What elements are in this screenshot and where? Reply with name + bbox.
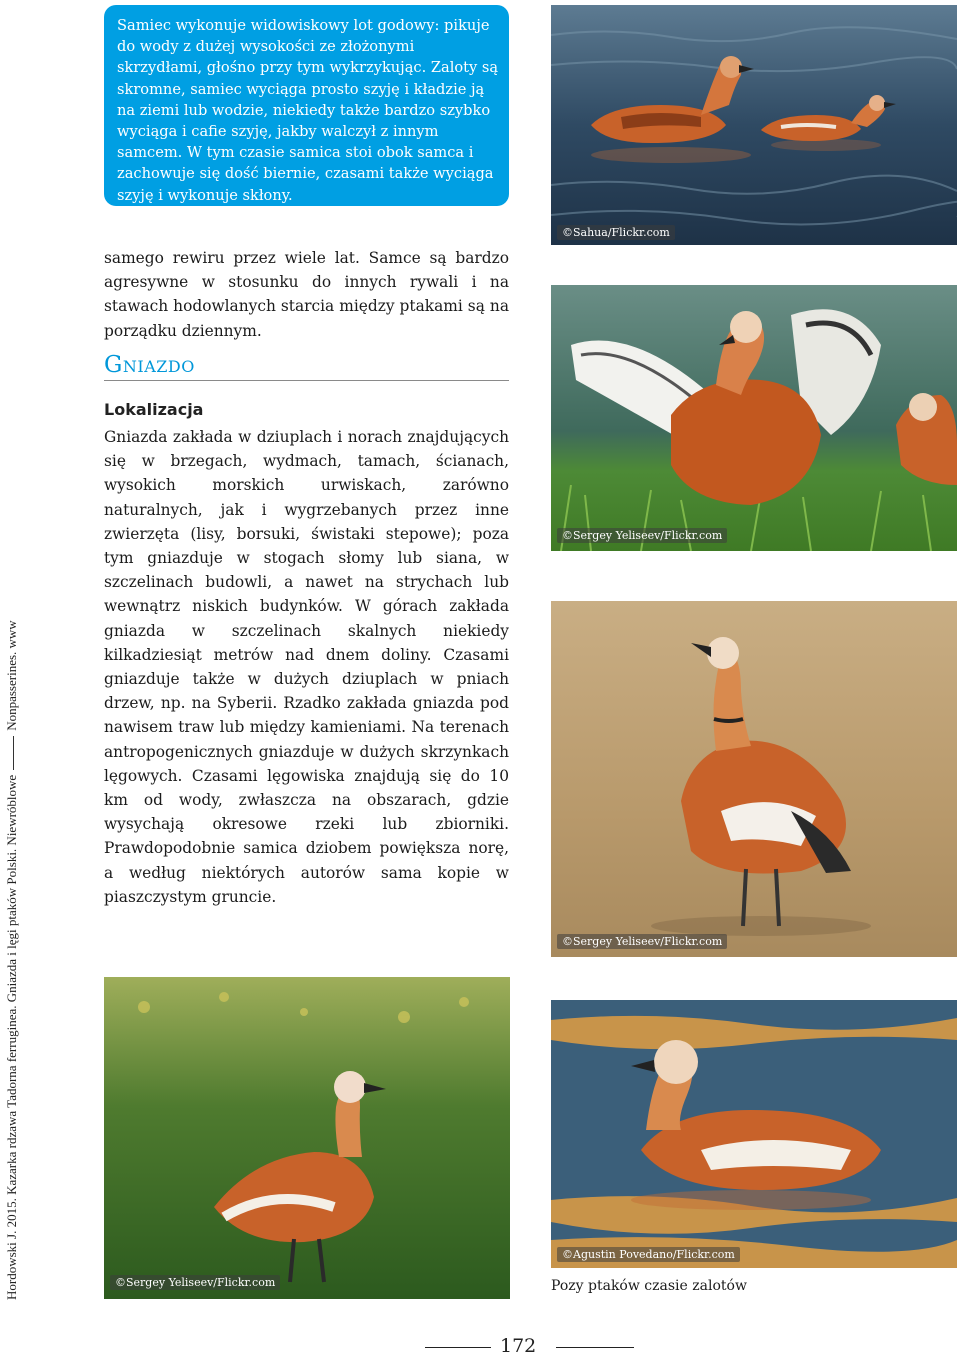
photo-credit-1: ©Sahua/Flickr.com — [557, 225, 675, 240]
page-number-rule-left — [425, 1347, 491, 1348]
photo-credit-3: ©Sergey Yeliseev/Flickr.com — [557, 934, 727, 949]
subheading-location: Lokalizacja — [104, 400, 204, 419]
photo-duck-golden-water — [551, 1000, 957, 1268]
photo-credit-4: ©Sergey Yeliseev/Flickr.com — [110, 1275, 280, 1290]
callout-text: Samiec wykonuje widowiskowy lot godowy: pikuje do wody z dużej wysokości ze złożonymi skrzydłami, głośno przy tym wykrzykując. Zaloty są skromne, samiec wyciąga prosto szyję i kładzie ją na ziemi lub wodzie, niekiedy także bardzo szybko wyciąga i cafie szyję, jakby walczył z innym samcem. W tym czasie samica stoi obok samca i zachowuje się dość biernie, czasami także wyciąga szyję i wykonuje skłony. — [117, 17, 499, 204]
nest-location-paragraph: Gniazda zakłada w dziuplach i norach znajdujących się w brzegach, wydmach, tamach, ścianach, wysokich morskich urwiskach, zarówno naturalnych, jak i wygrzebanych przez inne zwierzęta (lisy, borsuki, świstaki stepowe); poza tym gniazduje w stogach słomy lub siana, w szczelinach budowli, a nawet na strychach lub wewnątrz niskich budynków. W górach zakłada gniazda w szczelinach skalnych niekiedy kilkadziesiąt metrów nad dnem doliny. Czasami gniazduje także w dużych dziuplach w pniach drzew, np. na Syberii. Rzadko zakłada gniazda pod nawisem traw lub między kamieniami. Na terenach antropogenicznych gniazduje w dużych skrzynkach lęgowych. Czasami lęgowiska znajdują się do 10 km od wody, zwłaszcza na obszarach, gdzie wysychają okresowe rzeki lub zbiorniki. Prawdopodobnie samica dziobem powiększa norę, a według niektórych autorów sama kopie w piaszczystym gruncie. — [104, 428, 509, 906]
citation-separator — [13, 736, 14, 770]
photo-duck-wings-spread — [551, 285, 957, 551]
intro-paragraph: samego rewiru przez wiele lat. Samce są bardzo agresywne w stosunku do innych rywali i na stawach hodowlanych starcia między ptakami są na porządku dziennym. — [104, 249, 509, 340]
photo-credit-2: ©Sergey Yeliseev/Flickr.com — [557, 528, 727, 543]
photo-credit-5: ©Agustin Povedano/Flickr.com — [557, 1247, 740, 1262]
photo-duck-standing-neck-up — [551, 601, 957, 957]
photo-duck-in-grass-image — [104, 977, 510, 1299]
photo-ducks-swimming-image — [551, 5, 957, 245]
citation-text: Hordowski J. 2015. Kazarka rdzawa Tadorna ferruginea. Gniazda i lęgi ptaków Polski. Niewróblowe — [4, 774, 19, 1300]
photo-duck-standing-neck-up-image — [551, 601, 957, 957]
page-number-rule-right — [556, 1347, 634, 1348]
section-title: Gniazdo — [104, 352, 509, 381]
page-number: 172 — [500, 1335, 537, 1357]
photo-ducks-swimming — [551, 5, 957, 245]
courtship-callout — [104, 5, 509, 206]
citation-vertical — [4, 490, 20, 1300]
photo-duck-wings-spread-image — [551, 285, 957, 551]
photo-caption: Pozy ptaków czasie zalotów — [551, 1278, 747, 1294]
citation-text-end: Nonpasserines. www — [4, 620, 19, 731]
photo-duck-in-grass — [104, 977, 510, 1299]
photo-duck-golden-water-image — [551, 1000, 957, 1268]
